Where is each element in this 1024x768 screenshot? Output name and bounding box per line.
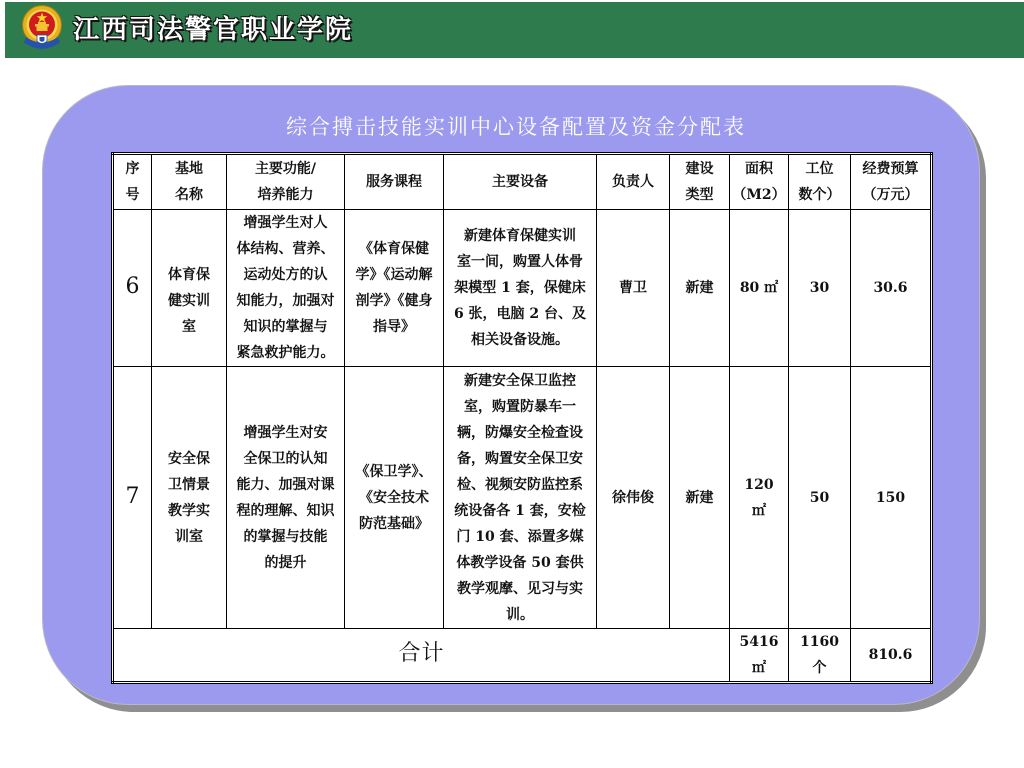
- text-line: 紧急救护能力。: [236, 345, 335, 361]
- police-emblem-graphic: [21, 4, 63, 54]
- header-build-type: [670, 154, 730, 210]
- cell-budget: [851, 210, 932, 367]
- text-line: 体教学设备 50 套供: [456, 554, 584, 571]
- text-line: 检、视频安防监控系: [457, 476, 583, 493]
- cell-area: [730, 210, 789, 367]
- stations-count: 50: [809, 489, 830, 506]
- text-line: 能力、加强对课: [236, 476, 335, 493]
- cell-base-name: [152, 367, 227, 629]
- header-line: 培养能力: [257, 187, 314, 203]
- text-line: 架模型 1 套，保健床: [454, 280, 586, 296]
- cell-build-type: [670, 367, 730, 629]
- cell-owner: [597, 367, 670, 629]
- cell-base-name: [152, 210, 227, 367]
- cell-equipment: [444, 367, 597, 629]
- text-line: 备，购置安全保卫安: [457, 450, 583, 467]
- text-line: 体结构、营养、: [236, 241, 335, 257]
- text-line: 120: [744, 476, 774, 493]
- text-line: 学》《运动解: [355, 267, 433, 283]
- text-line: 室，购置防暴车一: [464, 398, 576, 415]
- text-line: 增强学生对人: [243, 215, 328, 231]
- text-line: 80 ㎡: [739, 280, 779, 296]
- text-line: 的提升: [264, 554, 307, 571]
- text-line: 门 10 套、添置多媒: [456, 528, 584, 545]
- cell-serial: [113, 367, 152, 629]
- header-line: 工位: [805, 161, 834, 177]
- police-emblem-icon: [21, 4, 63, 54]
- table-header-row: [113, 154, 932, 210]
- cell-serial: [113, 210, 152, 367]
- header-area: [730, 154, 789, 210]
- cell-function: [227, 367, 345, 629]
- text-line: 《安全技术: [359, 489, 429, 506]
- owner-name: 徐伟俊: [612, 489, 654, 506]
- cell-function: [227, 210, 345, 367]
- text-line: 安全保: [168, 450, 210, 467]
- text-line: 《保卫学》、: [355, 463, 433, 480]
- total-budget-value: 810.6: [868, 647, 913, 663]
- header-serial: [113, 154, 152, 210]
- cell-courses: [345, 210, 444, 367]
- slide-title: 综合搏击技能实训中心设备配置及资金分配表: [286, 115, 746, 139]
- text-line: 体育保: [168, 267, 210, 283]
- text-line: 训。: [506, 606, 534, 623]
- header-line: 基地: [175, 161, 203, 177]
- header-equipment: [444, 154, 597, 210]
- header-line: 经费预算: [862, 161, 919, 177]
- text-line: 卫情景: [168, 476, 210, 493]
- cell-total-budget: [851, 629, 932, 683]
- text-line: 知识的掌握与: [243, 319, 328, 335]
- build-type: 新建: [685, 489, 714, 506]
- text-line: 室一间，购置人体骨: [457, 254, 583, 270]
- total-label: 合计: [398, 641, 445, 666]
- text-line: 1160: [800, 634, 839, 650]
- text-line: 健实训: [168, 293, 210, 309]
- text-line: 新建体育保健实训: [464, 228, 576, 244]
- budget-value: 150: [875, 489, 906, 506]
- serial-number: 6: [125, 274, 140, 299]
- cell-total-stations: [789, 629, 851, 683]
- table-total-row: [113, 629, 932, 683]
- cell-stations: [789, 210, 851, 367]
- build-type: 新建: [685, 280, 714, 296]
- header-courses: [345, 154, 444, 210]
- text-line: 《体育保健: [359, 241, 429, 257]
- cell-total-area: [730, 629, 789, 683]
- header-line: 类型: [685, 187, 714, 203]
- text-line: 个: [812, 660, 827, 676]
- table-row: [113, 367, 932, 629]
- text-line: 5416: [739, 634, 779, 650]
- cell-area: [730, 367, 789, 629]
- text-line: 运动处方的认: [243, 267, 328, 283]
- header-line: 主要设备: [492, 174, 548, 190]
- text-line: 增强学生对安: [243, 424, 328, 441]
- text-line: 知能力，加强对: [236, 293, 335, 309]
- table-head: [113, 154, 932, 210]
- cell-courses: [345, 367, 444, 629]
- cell-equipment: [444, 210, 597, 367]
- text-line: ㎡: [752, 502, 766, 519]
- header-line: （万元）: [862, 187, 919, 203]
- text-line: ㎡: [752, 660, 766, 676]
- header-banner: [5, 2, 1024, 58]
- table-row: [113, 210, 932, 367]
- header-owner: [597, 154, 670, 210]
- header-line: 建设: [685, 161, 714, 177]
- cell-owner: [597, 210, 670, 367]
- text-line: 辆，防爆安全检查设: [457, 424, 583, 441]
- budget-value: 30.6: [873, 280, 908, 296]
- text-line: 防范基础》: [359, 515, 429, 532]
- text-line: 全保卫的认知: [243, 450, 328, 467]
- cell-total-label: [113, 629, 730, 683]
- text-line: 教学观摩、见习与实: [457, 580, 583, 597]
- text-line: 统设备各 1 套，安检: [454, 502, 586, 519]
- serial-number: 7: [125, 483, 140, 509]
- header-function: [227, 154, 345, 210]
- school-name-logo: 江西司法警官职业学院: [73, 15, 354, 45]
- text-line: 6 张，电脑 2 台、及: [453, 306, 587, 322]
- text-line: 教学实: [168, 502, 210, 519]
- text-line: 指导》: [373, 319, 415, 335]
- header-line: 负责人: [612, 174, 654, 190]
- header-line: 名称: [175, 187, 203, 203]
- equipment-funding-table: [111, 152, 933, 684]
- stations-count: 30: [809, 280, 830, 296]
- header-line: （M2）: [732, 187, 786, 203]
- text-line: 的掌握与技能: [243, 528, 328, 545]
- text-line: 剖学》《健身: [355, 293, 433, 309]
- header-budget: [851, 154, 932, 210]
- owner-name: 曹卫: [619, 280, 647, 296]
- text-line: 训室: [175, 528, 203, 545]
- table-body: [113, 210, 932, 683]
- cell-stations: [789, 367, 851, 629]
- cell-build-type: [670, 210, 730, 367]
- text-line: 室: [182, 319, 196, 335]
- text-line: 程的理解、知识: [236, 502, 335, 519]
- header-line: 面积: [745, 161, 773, 177]
- cell-budget: [851, 367, 932, 629]
- header-line: 主要功能/: [254, 161, 317, 177]
- header-line: 服务课程: [366, 174, 422, 190]
- header-line: 序: [125, 161, 140, 177]
- header-base-name: [152, 154, 227, 210]
- header-line: 数个）: [798, 187, 841, 203]
- header-stations: [789, 154, 851, 210]
- text-line: 相关设备设施。: [471, 332, 569, 348]
- text-line: 新建安全保卫监控: [464, 372, 576, 389]
- header-line: 号: [125, 187, 140, 203]
